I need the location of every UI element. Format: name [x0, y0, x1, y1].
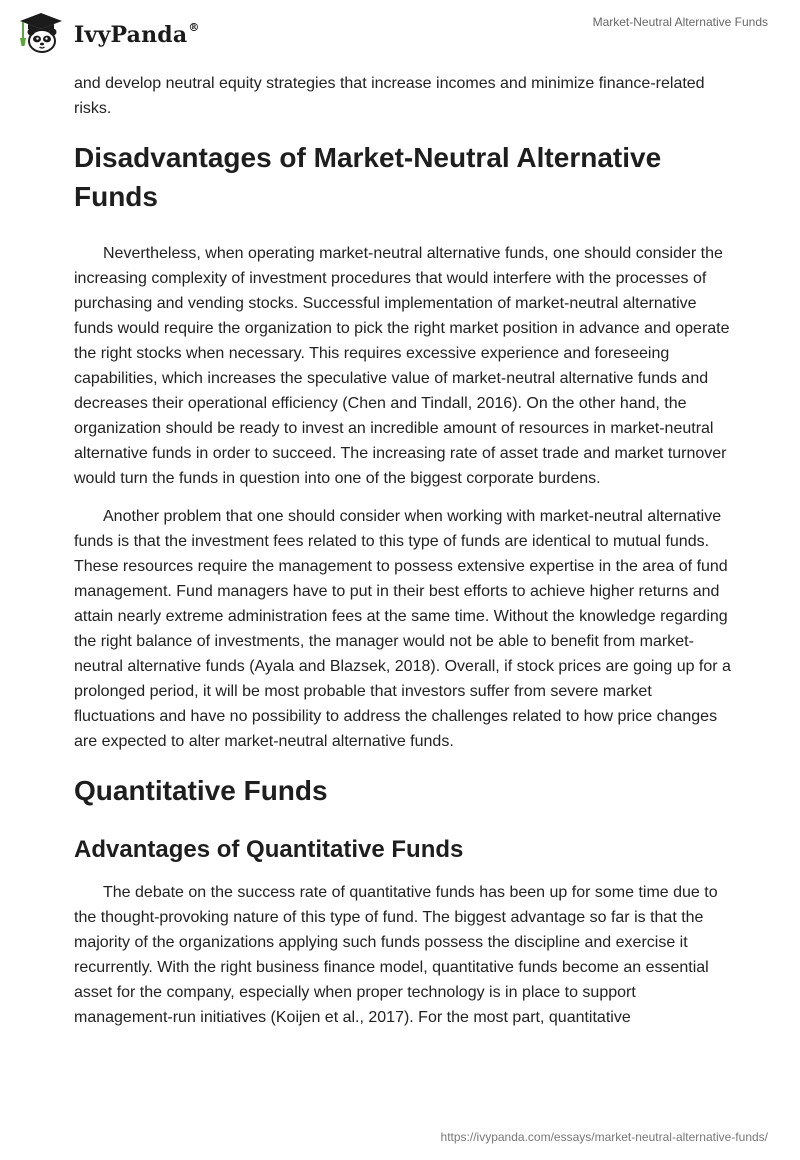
panda-graduate-icon [16, 10, 66, 56]
paragraph: The debate on the success rate of quantitative funds has been up for some time due to the thought-provoking nature of this type of fund. The biggest advantage so far is that the majority of the organizations applying such funds possess the discipline and exercise it recurrently. With the right business finance model, quantitative funds become an essential asset for the company, especially when proper technology is in place to support management-run initiatives (Koijen et al., 2017). For the most part, quantitative [74, 884, 718, 1026]
source-url[interactable]: https://ivypanda.com/essays/market-neutral-alternative-funds/ [440, 1130, 768, 1144]
logo-text [74, 22, 200, 48]
subsection-heading-quant-advantages: Advantages of Quantitative Funds [74, 836, 464, 863]
logo-wordmark: IvyPanda [74, 22, 188, 48]
paragraph: Nevertheless, when operating market-neutral alternative funds, one should consider the increasing complexity of investment procedures that would interfere with the processes of purchasing and vending stocks. Successful implementation of market-neutral alternative funds would require the organization to pick the right market position in advance and operate the right stocks when necessary. This requires excessive experience and foreseeing capabilities, which increases the speculative value of market-neutral alternative funds and decreases their operational efficiency (Chen and Tindall, 2016). On the other hand, the organization should be ready to invest an incredible amount of resources in market-neutral alternative funds in order to succeed. The increasing rate of asset trade and market turnover would turn the funds in question into one of the biggest corporate burdens. [74, 245, 730, 487]
intro-paragraph: and develop neutral equity strategies that increase incomes and minimize finance-related risks. [74, 75, 705, 117]
page-header [0, 0, 800, 64]
paragraph: Another problem that one should consider when working with market-neutral alternative funds is that the investment fees related to this type of funds are identical to mutual funds. These resources require the management to possess extensive expertise in the area of fund management. Fund managers have to put in their best efforts to achieve higher returns and attain nearly extreme administration fees at the same time. Without the knowledge regarding the right balance of investments, the manager would not be able to benefit from market-neutral alternative funds (Ayala and Blazsek, 2018). Overall, if stock prices are going up for a prolonged period, it will be most probable that investors suffer from severe market fluctuations and have no possibility to address the challenges related to how price changes are expected to alter market-neutral alternative funds. [74, 508, 731, 750]
ivypanda-logo[interactable] [16, 10, 200, 56]
document-title: Market-Neutral Alternative Funds [592, 15, 768, 29]
section-heading-quantitative-funds: Quantitative Funds [74, 775, 328, 806]
registered-mark: ® [188, 20, 200, 34]
section-heading-disadvantages: Disadvantages of Market-Neutral Alternative Funds [74, 142, 662, 212]
essay-body [74, 71, 734, 1043]
